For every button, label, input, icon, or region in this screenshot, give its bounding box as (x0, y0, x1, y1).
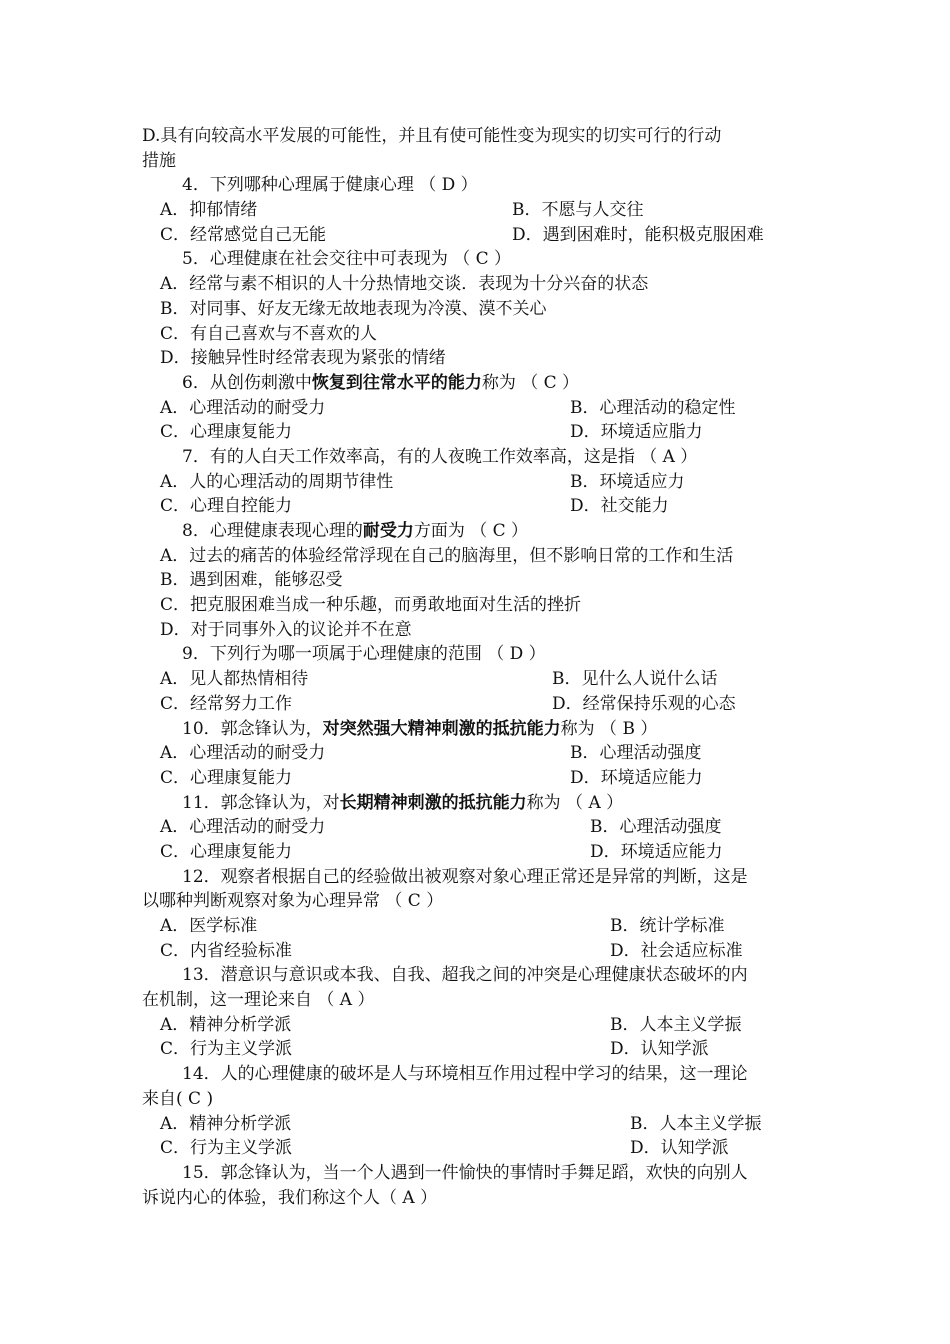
q9-option-a: A．见人都热情相待 (160, 669, 309, 690)
q5-option-c: C．有自己喜欢与不喜欢的人 (160, 323, 378, 344)
q10-option-b: B．心理活动强度 (570, 743, 702, 764)
q6-option-c: C．心理康复能力 (160, 422, 293, 443)
q11-stem-post: 称为 （ A ） (526, 792, 624, 813)
q9-option-d: D．经常保持乐观的心态 (552, 693, 736, 714)
q11-option-d: D．环境适应能力 (590, 841, 723, 862)
q4-option-a: A．抑郁情绪 (160, 200, 258, 221)
q12-options-row1 (142, 914, 814, 939)
q14-options-row1 (142, 1112, 814, 1137)
q8-stem (142, 519, 814, 544)
q13-option-d: D．认知学派 (610, 1039, 709, 1060)
q6-stem-bold: 恢复到往常水平的能力 (311, 372, 482, 393)
q8-option-b: B．遇到困难，能够忍受 (160, 570, 343, 591)
q10-option-a: A．心理活动的耐受力 (160, 743, 326, 764)
q9-stem: 9．下列行为哪一项属于心理健康的范围 （ D ） (182, 644, 546, 665)
q14-stem-line2: 来自( C ) (142, 1088, 214, 1109)
q13-options-row2 (142, 1037, 814, 1062)
q11-stem-bold: 长期精神刺激的抵抗能力 (339, 792, 527, 813)
question-page (142, 124, 814, 1210)
q10-stem-post: 称为 （ B ） (560, 718, 658, 739)
q11-options-row1 (142, 815, 814, 840)
q11-option-c: C．心理康复能力 (160, 841, 293, 862)
q14-stem-line1: 14．人的心理健康的破坏是人与环境相互作用过程中学习的结果，这一理论 (182, 1064, 748, 1085)
q6-stem (142, 371, 814, 396)
q8-option-c: C．把克服困难当成一种乐趣，而勇敢地面对生活的挫折 (160, 595, 582, 616)
q12-option-d: D．社会适应标准 (610, 940, 743, 961)
q7-option-a: A．人的心理活动的周期节律性 (160, 471, 394, 492)
q10-options-row2 (142, 766, 814, 791)
q3-option-d-line2: 措施 (142, 150, 176, 171)
q13-stem-line1: 13．潜意识与意识或本我、自我、超我之间的冲突是心理健康状态破坏的内 (182, 965, 748, 986)
q5-option-b: B．对同事、好友无缘无故地表现为冷漠、漠不关心 (160, 298, 547, 319)
q11-option-a: A．心理活动的耐受力 (160, 817, 326, 838)
q10-options-row1 (142, 741, 814, 766)
q7-stem: 7．有的人白天工作效率高，有的人夜晚工作效率高，这是指 （ A ） (182, 446, 698, 467)
q8-stem-bold: 耐受力 (362, 521, 414, 541)
q14-option-a: A．精神分析学派 (160, 1113, 292, 1134)
q10-stem-pre: 10．郭念锋认为， (182, 718, 323, 739)
q6-options-row2 (142, 420, 814, 445)
q4-option-b: B．不愿与人交往 (512, 200, 644, 221)
q3-option-d-line1: D.具有向较高水平发展的可能性，并且有使可能性变为现实的切实可行的行动 (142, 126, 722, 146)
q13-option-c: C．行为主义学派 (160, 1039, 293, 1060)
q13-stem-line2: 在机制，这一理论来自 （ A ） (142, 990, 375, 1011)
q5-option-d: D．接触异性时经常表现为紧张的情绪 (160, 348, 446, 369)
q14-option-d: D．认知学派 (630, 1138, 729, 1159)
q8-stem-post: 方面为 （ C ） (413, 521, 529, 541)
q11-options-row2 (142, 840, 814, 865)
q6-option-d: D．环境适应脂力 (570, 422, 703, 443)
q10-stem (142, 717, 814, 742)
q15-stem-line1: 15．郭念锋认为，当一个人遇到一件愉快的事情时手舞足蹈，欢快的向别人 (182, 1162, 748, 1183)
q4-option-d: D．遇到困难时，能积极克服困难 (512, 224, 764, 245)
q7-options-row1 (142, 470, 814, 495)
q6-stem-pre: 6．从创伤刺激中 (182, 372, 312, 393)
q7-option-d: D．社交能力 (570, 496, 669, 517)
q13-option-b: B．人本主义学振 (610, 1014, 742, 1035)
q5-stem: 5．心理健康在社会交往中可表现为 （ C ） (182, 249, 512, 270)
q14-option-b: B．人本主义学振 (630, 1113, 762, 1134)
q9-option-b: B．见什么人说什么话 (552, 669, 718, 690)
q10-stem-bold: 对突然强大精神刺激的抵抗能力 (322, 718, 561, 739)
q4-option-c: C．经常感觉自己无能 (160, 224, 327, 245)
q12-option-b: B．统计学标准 (610, 916, 725, 936)
q12-options-row2 (142, 939, 814, 964)
q11-stem (142, 791, 814, 816)
q11-option-b: B．心理活动强度 (590, 817, 722, 838)
q9-options-row2 (142, 692, 814, 717)
q9-option-c: C．经常努力工作 (160, 693, 293, 714)
q8-option-d: D．对于同事外入的议论并不在意 (160, 619, 412, 640)
q14-option-c: C．行为主义学派 (160, 1138, 293, 1159)
q4-options-row2 (142, 223, 814, 248)
q4-options-row1 (142, 198, 814, 223)
q11-stem-pre: 11．郭念锋认为，对 (182, 792, 340, 813)
q13-option-a: A．精神分析学派 (160, 1014, 292, 1035)
q6-stem-post: 称为 （ C ） (481, 372, 580, 393)
q8-stem-pre: 8．心理健康表现心理的 (182, 521, 363, 541)
q15-stem-line2: 诉说内心的体验，我们称这个人（ A ） (142, 1187, 438, 1208)
q12-stem-line2: 以哪种判断观察对象为心理异常 （ C ） (142, 891, 444, 912)
q7-option-c: C．心理自控能力 (160, 496, 293, 517)
q12-option-a: A．医学标准 (160, 916, 258, 936)
q8-option-a: A．过去的痛苦的体验经常浮现在自己的脑海里，但不影响日常的工作和生活 (160, 545, 734, 566)
q6-option-b: B．心理活动的稳定性 (570, 397, 736, 418)
q13-options-row1 (142, 1013, 814, 1038)
q6-option-a: A．心理活动的耐受力 (160, 397, 326, 418)
q10-option-c: C．心理康复能力 (160, 767, 293, 788)
q9-options-row1 (142, 667, 814, 692)
q10-option-d: D．环境适应能力 (570, 767, 703, 788)
q7-options-row2 (142, 494, 814, 519)
q5-option-a: A．经常与素不相识的人十分热情地交谈．表现为十分兴奋的状态 (160, 274, 649, 295)
q7-option-b: B．环境适应力 (570, 471, 685, 492)
q12-option-c: C．内省经验标准 (160, 940, 293, 961)
q12-stem-line1: 12．观察者根据自己的经验做出被观察对象心理正常还是异常的判断，这是 (182, 866, 748, 887)
q6-options-row1 (142, 396, 814, 421)
q14-options-row2 (142, 1136, 814, 1161)
q4-stem: 4．下列哪种心理属于健康心理 （ D ） (182, 175, 478, 196)
